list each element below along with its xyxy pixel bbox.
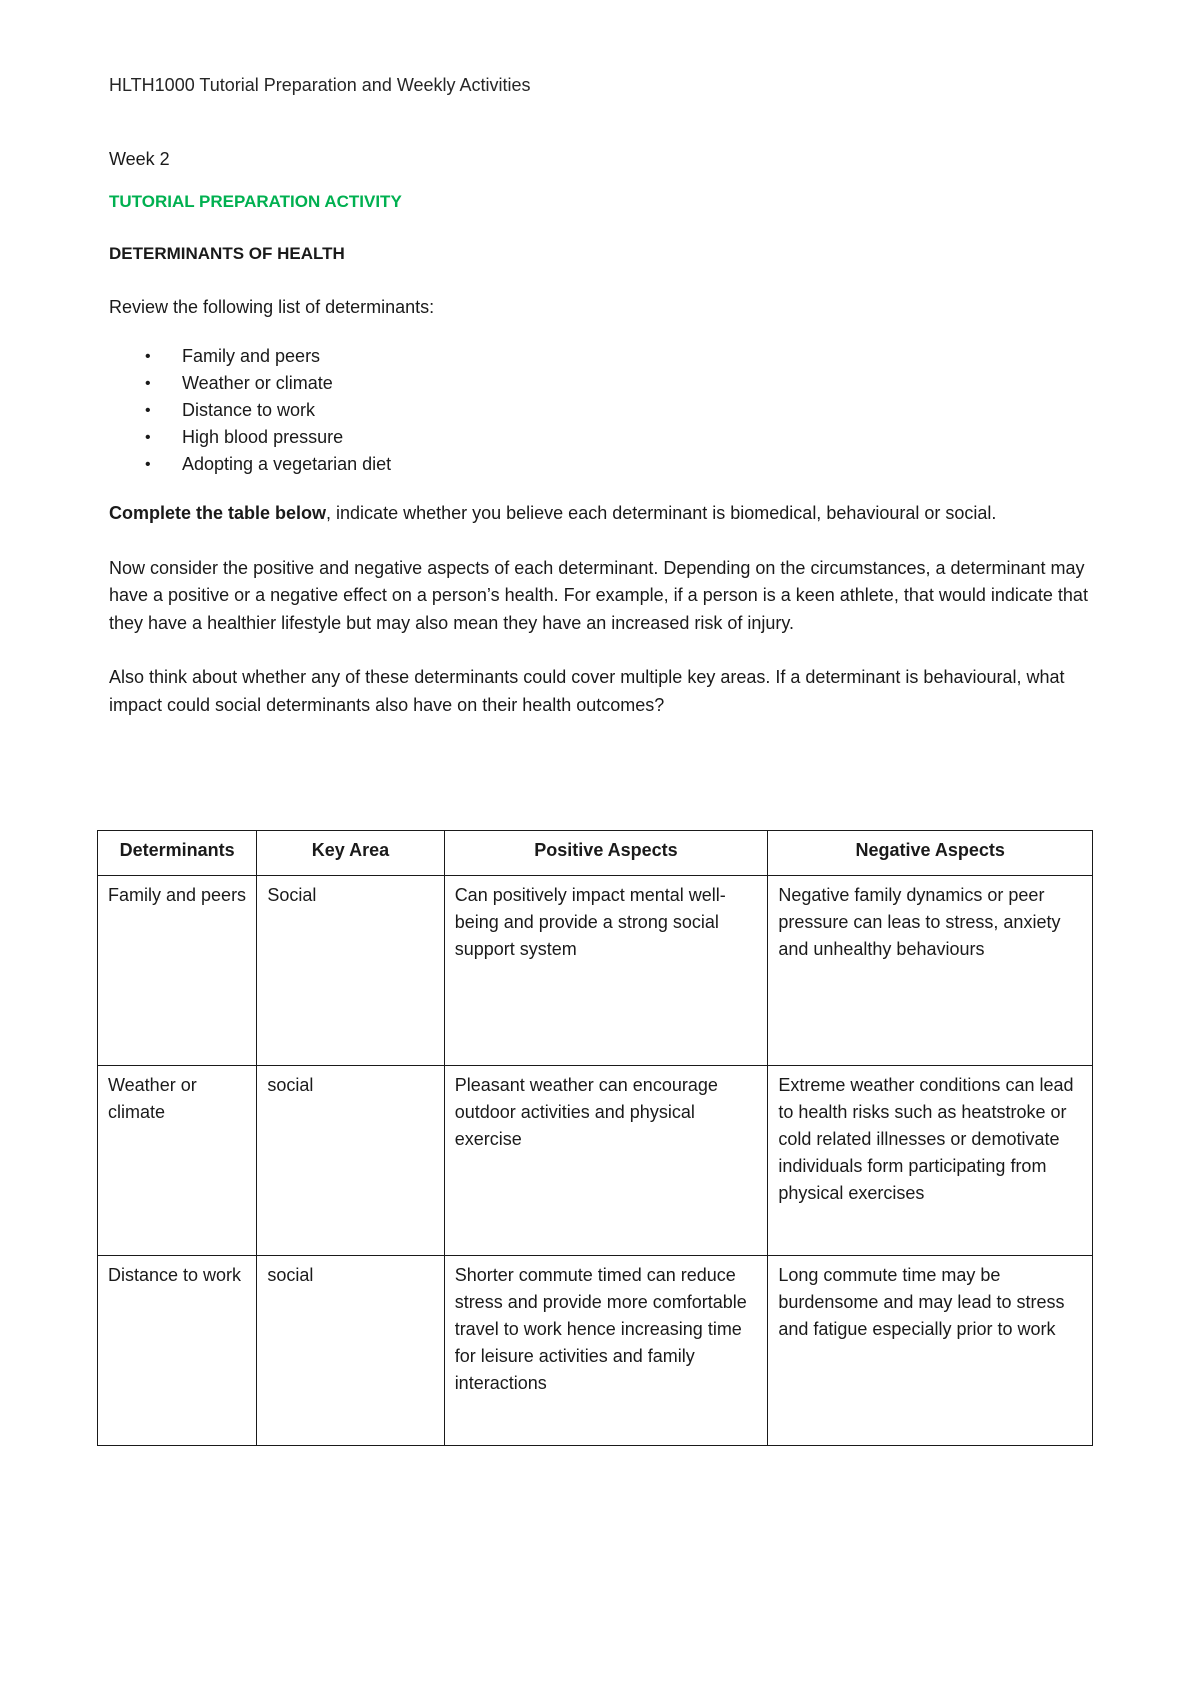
cell-positive: Pleasant weather can encourage outdoor activities and physical exercise bbox=[444, 1066, 768, 1256]
section-heading: TUTORIAL PREPARATION ACTIVITY bbox=[109, 192, 402, 211]
bullet-icon: • bbox=[145, 402, 151, 419]
complete-instruction-rest: , indicate whether you believe each determinant is biomedical, behavioural or social. bbox=[326, 503, 997, 523]
cell-negative: Negative family dynamics or peer pressure can leas to stress, anxiety and unhealthy behaviours bbox=[768, 876, 1093, 1066]
determinants-list bbox=[109, 343, 1099, 478]
list-item-text: High blood pressure bbox=[182, 427, 344, 447]
list-item bbox=[109, 370, 1099, 397]
consider-paragraph: Now consider the positive and negative aspects of each determinant. Depending on the circumstances, a determinant may have a positive or a negative effect on a person’s health. For example, if a person is a keen athlete, that would indicate that they have a healthier lifestyle but may also mean they have an increased risk of injury. bbox=[109, 557, 1088, 633]
determinants-table bbox=[97, 830, 1093, 1446]
table-row bbox=[98, 876, 1093, 1066]
list-item bbox=[109, 397, 1099, 424]
week-label: Week 2 bbox=[109, 149, 170, 169]
header-determinants: Determinants bbox=[98, 831, 257, 876]
review-intro: Review the following list of determinants: bbox=[109, 297, 435, 317]
header-key-area: Key Area bbox=[257, 831, 444, 876]
list-item bbox=[109, 451, 1099, 478]
cell-negative: Long commute time may be burdensome and may lead to stress and fatigue especially prior to work bbox=[768, 1256, 1093, 1446]
complete-instruction bbox=[109, 500, 1099, 528]
cell-key-area: Social bbox=[257, 876, 444, 1066]
bullet-icon: • bbox=[145, 375, 151, 392]
cell-positive: Can positively impact mental well-being and provide a strong social support system bbox=[444, 876, 768, 1066]
table-header-row bbox=[98, 831, 1093, 876]
cell-determinant: Weather or climate bbox=[98, 1066, 257, 1256]
complete-instruction-bold: Complete the table below bbox=[109, 503, 327, 523]
cell-key-area: social bbox=[257, 1066, 444, 1256]
table-row bbox=[98, 1066, 1093, 1256]
list-item bbox=[109, 343, 1099, 370]
determinants-heading: DETERMINANTS OF HEALTH bbox=[109, 244, 345, 263]
cell-key-area: social bbox=[257, 1256, 444, 1446]
also-think-paragraph: Also think about whether any of these determinants could cover multiple key areas. If a determinant is behavioural, what impact could social determinants also have on their health outcomes? bbox=[109, 667, 1065, 715]
cell-determinant: Family and peers bbox=[98, 876, 257, 1066]
cell-determinant: Distance to work bbox=[98, 1256, 257, 1446]
table-row bbox=[98, 1256, 1093, 1446]
document-header: HLTH1000 Tutorial Preparation and Weekly Activities bbox=[109, 75, 531, 95]
cell-positive: Shorter commute timed can reduce stress and provide more comfortable travel to work hence increasing time for leisure activities and family interactions bbox=[444, 1256, 768, 1446]
header-negative-aspects: Negative Aspects bbox=[768, 831, 1093, 876]
list-item-text: Family and peers bbox=[182, 346, 321, 366]
list-item-text: Distance to work bbox=[182, 400, 316, 420]
header-positive-aspects: Positive Aspects bbox=[444, 831, 768, 876]
document-body bbox=[109, 147, 1099, 746]
bullet-icon: • bbox=[145, 456, 151, 473]
list-item-text: Adopting a vegetarian diet bbox=[182, 454, 392, 474]
list-item-text: Weather or climate bbox=[182, 373, 333, 393]
bullet-icon: • bbox=[145, 429, 151, 446]
bullet-icon: • bbox=[145, 348, 151, 365]
list-item bbox=[109, 424, 1099, 451]
cell-negative: Extreme weather conditions can lead to health risks such as heatstroke or cold related illnesses or demotivate individuals form participating from physical exercises bbox=[768, 1066, 1093, 1256]
